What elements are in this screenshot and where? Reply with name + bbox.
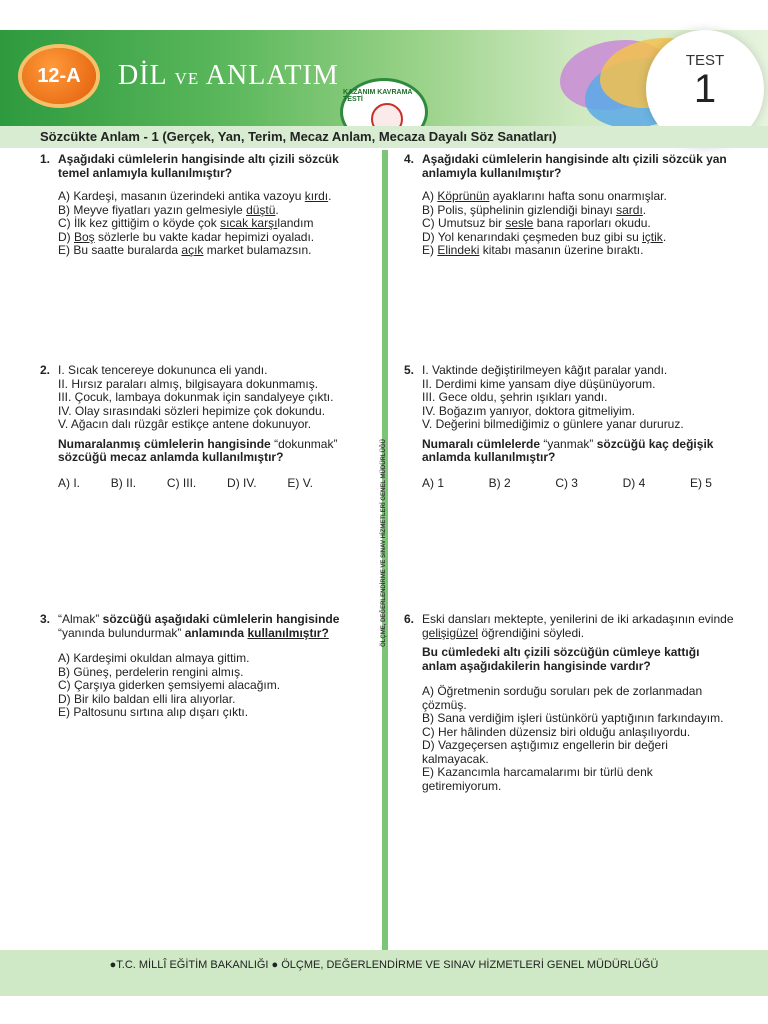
option-e[interactable]: E) V. <box>287 475 313 490</box>
option-a[interactable]: A) Öğretmenin sorduğu soruları pek de zorlanmadan çözmüş. <box>422 684 703 712</box>
question-3-options <box>58 652 370 720</box>
option-e[interactable]: E) Elindeki kitabı masanın üzerine bıraktı. <box>422 243 644 257</box>
option-a[interactable]: A) Köprünün ayaklarını hafta sonu onarmışlar. <box>422 189 667 203</box>
option-b[interactable]: B) Sana verdiğim işleri üstünkörü yaptığının farkındayım. <box>422 711 724 725</box>
option-b[interactable]: B) II. <box>110 475 137 490</box>
footer-ministry: T.C. MİLLÎ EĞİTİM BAKANLIĞI <box>116 959 269 971</box>
sentence: I. Sıcak tencereye dokununca eli yandı. <box>58 363 268 377</box>
sentence: V. Değerini bilmediğimiz o günlere yanar dururuz. <box>422 417 684 431</box>
question-6-text: Eski dansları mektepte, yenilerini de iki arkadaşının evinde gelişigüzel öğrendiğini söyledi. <box>422 612 734 640</box>
footer-department: ÖLÇME, DEĞERLENDİRME VE SINAV HİZMETLERİ GENEL MÜDÜRLÜĞÜ <box>281 959 659 971</box>
sentence: III. Çocuk, lambaya dokunmak için sandalyeye çıktı. <box>58 390 334 404</box>
question-4: 4. Aşağıdaki cümlelerin hangisinde altı çizili sözcük yan anlamıyla kullanılmıştır? A) Köprünün ayaklarını hafta sonu onarmışlar. B) Polis, şüphelinin gizlendiği binayı sardı. C) Umutsuz bir sesle bana raporları okudu. D) Yol kenarındaki çeşmeden buz gibi su içtik. E) Elindeki kitabı masanın üzerine bıraktı. <box>404 153 744 258</box>
option-c[interactable]: C) Umutsuz bir sesle bana raporları okudu. <box>422 216 651 230</box>
option-b[interactable]: B) Meyve fiyatları yazın gelmesiyle düştü. <box>58 202 279 217</box>
option-a[interactable]: A) I. <box>58 475 81 490</box>
option-d[interactable]: D) IV. <box>227 475 257 490</box>
sentence: I. Vaktinde değiştirilmeyen kâğıt paralar yandı. <box>422 363 668 377</box>
question-4-options <box>422 190 744 258</box>
option-e[interactable]: E) 5 <box>689 475 712 490</box>
bullet-icon: ● <box>109 959 117 971</box>
sentence: IV. Boğazım yanıyor, doktora gitmeliyim. <box>422 403 635 418</box>
sentence: II. Derdimi kime yansam diye düşünüyorum. <box>422 376 656 391</box>
test-number: 1 <box>693 67 717 111</box>
page-title: DİL VE ANLATIM <box>118 60 339 91</box>
question-6-prompt: Bu cümledeki altı çizili sözcüğün cümleye kattığı anlam aşağıdakilerin hangisinde vardır? <box>422 645 700 673</box>
grade-badge: 12-A <box>22 48 96 104</box>
sentence: IV. Olay sırasındaki sözleri hepimize çok dokundu. <box>58 403 326 418</box>
option-d[interactable]: D) Vazgeçersen aştığımız engellerin bir değeri kalmayacak. <box>422 738 668 766</box>
bullet-icon: ● <box>271 959 282 971</box>
question-5-prompt: Numaralı cümlelerde “yanmak” sözcüğü kaç değişik anlamda kullanılmıştır? <box>422 436 714 464</box>
question-6-options <box>422 685 734 793</box>
question-4-prompt: Aşağıdaki cümlelerin hangisinde altı çizili sözcük yan anlamıyla kullanılmıştır? <box>422 152 727 180</box>
option-e[interactable]: E) Kazancımla harcamalarımı bir türlü denk getiremiyorum. <box>422 765 653 793</box>
question-6: 6. Eski dansları mektepte, yenilerini de iki arkadaşının evinde gelişigüzel öğrendiğini söyledi. Bu cümledeki altı çizili sözcüğün cümleye kattığı anlam aşağıdakilerin hangisinde vardır? A) Öğretmenin sorduğu soruları pek de zorlanmadan çözmüş. B) Sana verdiğim işleri üstünkörü yaptığının farkındayım. C) Her hâlinden düzensiz biri olduğu anlaşılıyordu. D) Vazgeçersen aştığımız engellerin bir değeri kalmayacak. E) Kazancımla harcamalarımı bir türlü denk getiremiyorum. <box>404 612 734 793</box>
option-a[interactable]: A) Kardeşi, masanın üzerindeki antika vazoyu kırdı. <box>58 189 332 203</box>
question-2-options <box>58 477 313 491</box>
option-a[interactable]: A) 1 <box>422 475 445 490</box>
option-e[interactable]: E) Paltosunu sırtına alıp dışarı çıktı. <box>58 705 249 719</box>
question-2: 2. I. Sıcak tencereye dokununca eli yandı. II. Hırsız paraları almış, bilgisayara dokunmamış. III. Çocuk, lambaya dokunmak için sandalyeye çıktı. IV. Olay sırasındaki sözleri hepimize çok dokundu. V. Ağacın dalı rüzgâr estikçe antene dokunuyor. Numaralanmış cümlelerin hangisinde “dokunmak” sözcüğü mecaz anlamda kullanılmıştır? A) I. B) II. C) III. D) IV. E) V. <box>40 364 370 490</box>
sentence: III. Gece oldu, şehrin ışıkları yandı. <box>422 390 608 404</box>
option-d[interactable]: D) Boş sözlerle bu vakte kadar hepimizi oyaladı. <box>58 229 315 244</box>
question-5-options <box>422 477 712 491</box>
option-d[interactable]: D) 4 <box>622 475 646 490</box>
question-3: 3. “Almak” sözcüğü aşağıdaki cümlelerin hangisinde “yanında bulundurmak” anlamında kullanılmıştır? A) Kardeşimi okuldan almaya gittim. B) Güneş, perdelerin rengini almış. C) Çarşıya giderken şemsiyemi alacağım. D) Bir kilo baldan elli lira alıyorlar. E) Paltosunu sırtına alıp dışarı çıktı. <box>40 613 370 720</box>
sentence: II. Hırsız paraları almış, bilgisayara dokunmamış. <box>58 376 319 391</box>
option-c[interactable]: C) 3 <box>555 475 578 490</box>
option-c[interactable]: C) Her hâlinden düzensiz biri olduğu anlaşılıyordu. <box>422 724 691 739</box>
option-a[interactable]: A) Kardeşimi okuldan almaya gittim. <box>58 651 250 665</box>
option-e[interactable]: E) Bu saatte buralarda açık market bulamazsın. <box>58 243 312 257</box>
topic-subtitle: Sözcükte Anlam - 1 (Gerçek, Yan, Terim, Mecaz Anlam, Mecaza Dayalı Söz Sanatları) <box>0 126 768 148</box>
option-d[interactable]: D) Bir kilo baldan elli lira alıyorlar. <box>58 691 236 706</box>
option-c[interactable]: C) Çarşıya giderken şemsiyemi alacağım. <box>58 678 281 692</box>
sentence: V. Ağacın dalı rüzgâr estikçe antene dokunuyor. <box>58 417 312 431</box>
vertical-caption: ÖLÇME, DEĞERLENDİRME VE SINAV HİZMETLERİ GENEL MÜDÜRLÜĞÜ <box>381 439 387 647</box>
question-1: 1. Aşağıdaki cümlelerin hangisinde altı çizili sözcük temel anlamıyla kullanılmıştır? A) Kardeşi, masanın üzerindeki antika vazoyu kırdı. B) Meyve fiyatları yazın gelmesiyle düştü. C) İlk kez gittiğim o köyde çok sıcak karşılandım D) Boş sözlerle bu vakte kadar hepimizi oyaladı. E) Bu saatte buralarda açık market bulamazsın. <box>40 153 370 258</box>
option-c[interactable]: C) III. <box>166 475 197 490</box>
question-3-prompt: “Almak” sözcüğü aşağıdaki cümlelerin hangisinde “yanında bulundurmak” anlamında kullanılmıştır? <box>58 612 340 640</box>
question-1-prompt: Aşağıdaki cümlelerin hangisinde altı çizili sözcük temel anlamıyla kullanılmıştır? <box>58 152 339 180</box>
option-d[interactable]: D) Yol kenarındaki çeşmeden buz gibi su içtik. <box>422 229 667 244</box>
test-label: TEST <box>685 52 725 69</box>
option-c[interactable]: C) İlk kez gittiğim o köyde çok sıcak karşılandım <box>58 216 314 230</box>
question-5: 5. I. Vaktinde değiştirilmeyen kâğıt paralar yandı. II. Derdimi kime yansam diye düşünüyorum. III. Gece oldu, şehrin ışıkları yandı. IV. Boğazım yanıyor, doktora gitmeliyim. V. Değerini bilmediğimiz o günlere yanar dururuz. Numaralı cümlelerde “yanmak” sözcüğü kaç değişik anlamda kullanılmıştır? A) 1 B) 2 C) 3 D) 4 E) 5 <box>404 364 744 490</box>
option-b[interactable]: B) 2 <box>488 475 511 490</box>
question-2-prompt: Numaralanmış cümlelerin hangisinde “dokunmak” sözcüğü mecaz anlamda kullanılmıştır? <box>58 436 338 464</box>
footer <box>0 950 768 996</box>
option-b[interactable]: B) Polis, şüphelinin gizlendiği binayı sardı. <box>422 202 647 217</box>
kazanim-seal: KAZANIM KAVRAMA TESTİ <box>340 78 428 146</box>
option-b[interactable]: B) Güneş, perdelerin rengini almış. <box>58 664 244 679</box>
question-1-options <box>58 190 370 258</box>
